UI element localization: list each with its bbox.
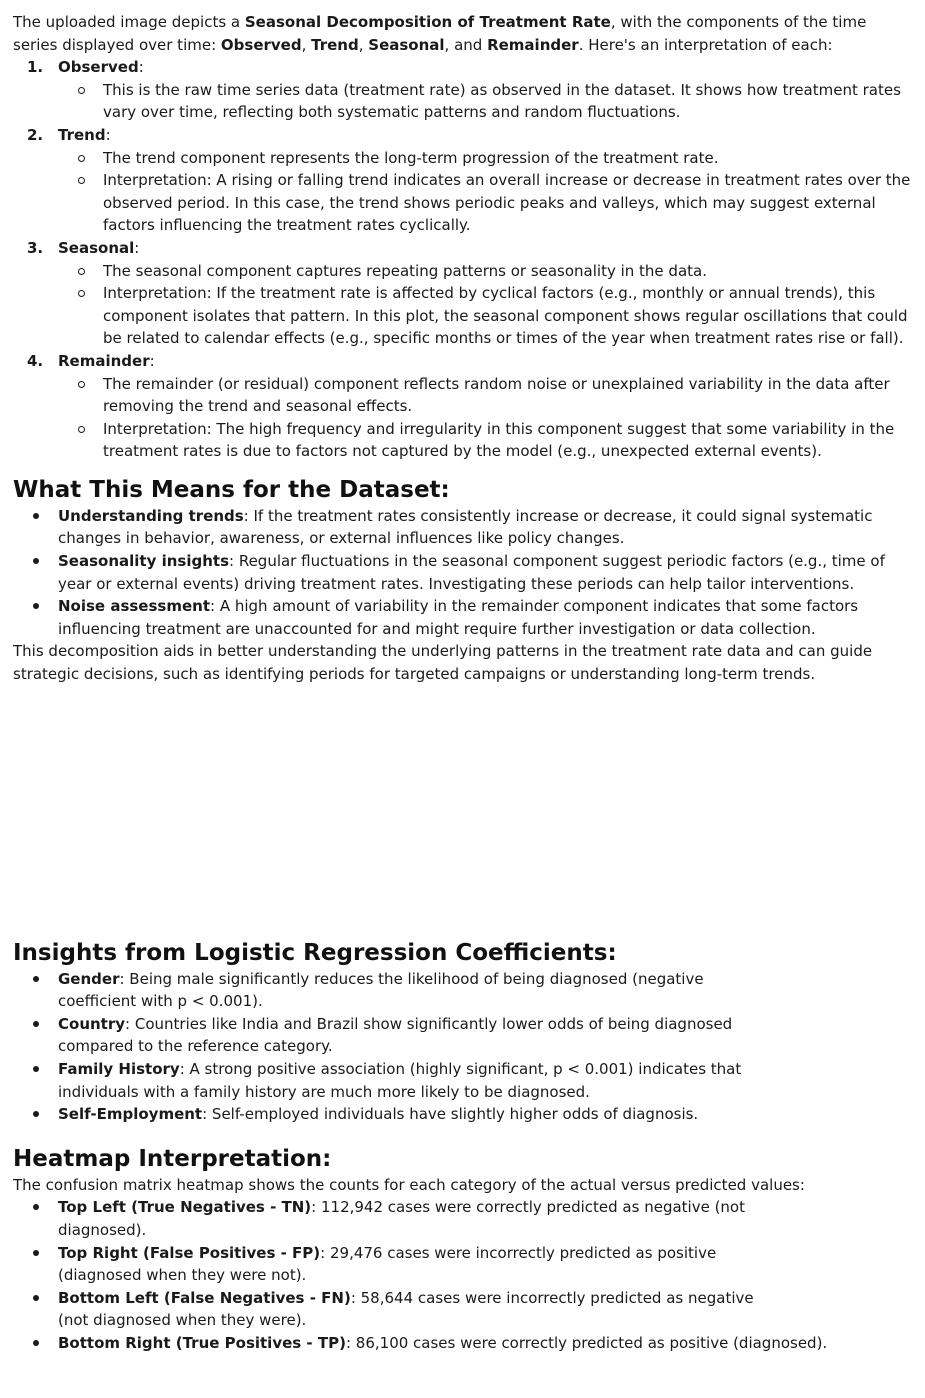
- list-item: Top Left (True Negatives - TN): 112,942 cases were correctly predicted as negative (not diagnosed).: [13, 1196, 778, 1241]
- document: [13, 11, 913, 1355]
- blank-space: [13, 686, 913, 938]
- component-item-observed: 1. Observed: This is the raw time series data (treatment rate) as observed in the dataset. It shows how treatment rates vary over time, reflecting both systematic patterns and random fluctuations.: [13, 56, 913, 124]
- list-item: Interpretation: A rising or falling trend indicates an overall increase or decrease in treatment rates over the observed period. In this case, the trend shows periodic peaks and valleys, which may suggest external factors influencing the treatment rates cyclically.: [58, 169, 913, 237]
- list-item: Seasonality insights: Regular fluctuations in the seasonal component suggest periodic factors (e.g., time of year or external events) driving treatment rates. Investigating these periods can help tailor interventions.: [13, 550, 913, 595]
- list-item: Family History: A strong positive association (highly significant, p < 0.001) indicates that individuals with a family history are much more likely to be diagnosed.: [13, 1058, 778, 1103]
- heatmap-list: [13, 1196, 913, 1354]
- list-item: Interpretation: If the treatment rate is affected by cyclical factors (e.g., monthly or annual trends), this component isolates that pattern. In this plot, the seasonal component shows regular oscillations that could be related to calendar effects (e.g., specific months or times of the year when treatment rates rise or fall).: [58, 282, 913, 350]
- component-item-seasonal: 3. Seasonal: The seasonal component captures repeating patterns or seasonality in the data. Interpretation: If the treatment rate is affected by cyclical factors (e.g., monthly or annual trends), this component isolates that pattern. In this plot, the seasonal component shows regular oscillations that could be related to calendar effects (e.g., specific months or times of the year when treatment rates rise or fall).: [13, 237, 913, 350]
- list-item: This is the raw time series data (treatment rate) as observed in the dataset. It shows how treatment rates vary over time, reflecting both systematic patterns and random fluctuations.: [58, 79, 913, 124]
- list-item: The remainder (or residual) component reflects random noise or unexplained variability in the data after removing the trend and seasonal effects.: [58, 373, 913, 418]
- list-item: Bottom Right (True Positives - TP): 86,100 cases were correctly predicted as positive (diagnosed).: [13, 1332, 858, 1355]
- meaning-closing: This decomposition aids in better understanding the underlying patterns in the treatment rate data and can guide strategic decisions, such as identifying periods for targeted campaigns or understanding long-term trends.: [13, 642, 873, 684]
- intro-paragraph: The uploaded image depicts a Seasonal Decomposition of Treatment Rate, with the components of the time series displayed over time: Observed, Trend, Seasonal, and Remainder. Here's an interpretation of each:: [13, 13, 867, 54]
- components-list: [13, 56, 913, 463]
- list-item: Interpretation: The high frequency and irregularity in this component suggest that some variability in the treatment rates is due to factors not captured by the model (e.g., unexpected external events).: [58, 418, 913, 463]
- list-item: The seasonal component captures repeating patterns or seasonality in the data.: [58, 260, 913, 283]
- component-item-trend: 2. Trend: The trend component represents the long-term progression of the treatment rate. Interpretation: A rising or falling trend indicates an overall increase or decrease in treatment rates over the observed period. In this case, the trend shows periodic peaks and valleys, which may suggest external factors influencing the treatment rates cyclically.: [13, 124, 913, 237]
- list-item: The trend component represents the long-term progression of the treatment rate.: [58, 147, 913, 170]
- list-item: Understanding trends: If the treatment rates consistently increase or decrease, it could signal systematic changes in behavior, awareness, or external influences like policy changes.: [13, 505, 913, 550]
- intro-title: Seasonal Decomposition of Treatment Rate: [244, 13, 611, 31]
- meaning-list: [13, 505, 913, 641]
- list-item: Top Right (False Positives - FP): 29,476 cases were incorrectly predicted as positive (diagnosed when they were not).: [13, 1242, 778, 1287]
- list-item: Bottom Left (False Negatives - FN): 58,644 cases were incorrectly predicted as negative (not diagnosed when they were).: [13, 1287, 778, 1332]
- component-item-remainder: 4. Remainder: The remainder (or residual) component reflects random noise or unexplained variability in the data after removing the trend and seasonal effects. Interpretation: The high frequency and irregularity in this component suggest that some variability in the treatment rates is due to factors not captured by the model (e.g., unexpected external events).: [13, 350, 913, 463]
- list-item: Gender: Being male significantly reduces the likelihood of being diagnosed (negative coefficient with p < 0.001).: [13, 968, 778, 1013]
- list-item: Self-Employment: Self-employed individuals have slightly higher odds of diagnosis.: [13, 1103, 778, 1126]
- heatmap-heading: Heatmap Interpretation:: [13, 1145, 332, 1172]
- list-item: Country: Countries like India and Brazil show significantly lower odds of being diagnosed compared to the reference category.: [13, 1013, 778, 1058]
- list-item: Noise assessment: A high amount of variability in the remainder component indicates that some factors influencing treatment are unaccounted for and might require further investigation or data collection.: [13, 595, 913, 640]
- meaning-heading: What This Means for the Dataset:: [13, 476, 450, 503]
- heatmap-intro: The confusion matrix heatmap shows the counts for each category of the actual versus predicted values:: [13, 1175, 805, 1194]
- logistic-list: [13, 968, 913, 1126]
- logistic-heading: Insights from Logistic Regression Coefficients:: [13, 939, 617, 966]
